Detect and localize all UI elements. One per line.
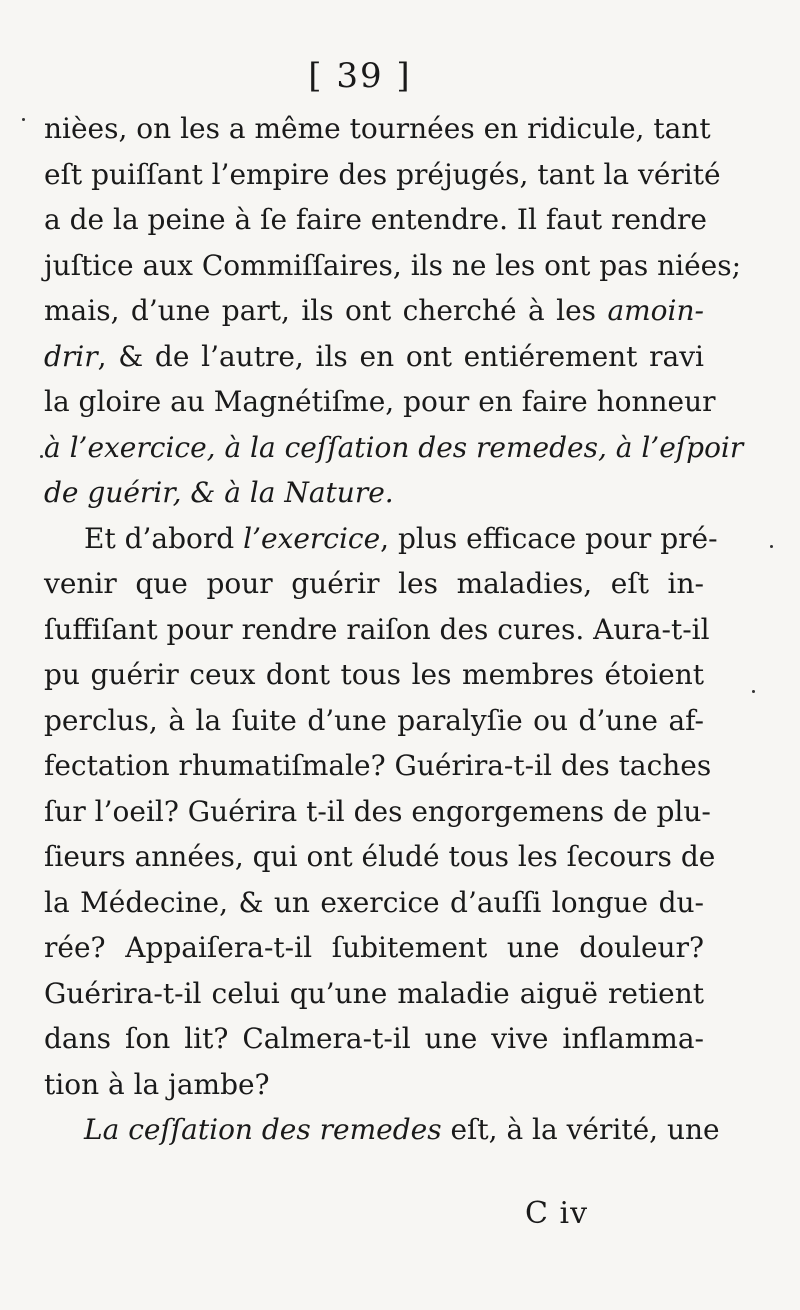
text-line xyxy=(44,834,716,880)
text-segment: , plus efficace pour pré- xyxy=(380,521,718,555)
text-segment: à l’exercice, à la ceſſation des remedes, à l’eſpoir xyxy=(44,430,744,464)
text-line xyxy=(44,1107,720,1153)
text-segment: amoin- xyxy=(607,294,704,327)
page-number: [ 39 ] xyxy=(308,56,412,96)
text-line xyxy=(44,425,744,471)
text-segment: juſtice aux Commiſſaires, ils ne les ont pas niées; xyxy=(44,248,742,282)
ink-speck xyxy=(770,545,773,548)
text-segment: eſt puiſſant l’empire des préjugés, tant la vérité xyxy=(44,157,721,191)
text-segment: la Médecine, & un exercice d’auſſi longue du- xyxy=(44,885,704,919)
text-line xyxy=(44,652,704,698)
text-segment: , & de l’autre, ils en ont entiérement ravi xyxy=(97,339,704,373)
text-line xyxy=(44,607,710,653)
text-line xyxy=(44,516,718,562)
text-line xyxy=(44,334,704,380)
text-segment: a de la peine à ſe faire entendre. Il faut rendre xyxy=(44,203,707,236)
text-segment: la gloire au Magnétiſme, pour en faire honneur xyxy=(44,385,716,418)
text-line xyxy=(44,698,704,744)
text-segment: Et d’abord xyxy=(84,521,244,555)
signature-mark: C iv xyxy=(525,1196,589,1231)
text-line xyxy=(44,152,721,198)
text-segment: La ceſſation des remedes xyxy=(84,1113,442,1146)
text-line xyxy=(44,470,704,516)
text-segment: tion à la jambe? xyxy=(44,1067,270,1101)
text-segment: nièes, on les a même tournées en ridicule, tant xyxy=(44,112,711,145)
text-line xyxy=(44,197,707,243)
text-segment: drir xyxy=(44,339,98,373)
text-line xyxy=(44,379,716,425)
text-segment: rée? Appaiſera-t-il ſubitement une douleur? xyxy=(44,931,704,964)
text-line xyxy=(44,1062,704,1108)
text-segment: Guérira-t-il celui qu’une maladie aiguë retient xyxy=(44,976,704,1010)
text-line xyxy=(44,561,704,607)
ink-speck xyxy=(40,455,43,458)
text-line xyxy=(44,243,742,289)
text-segment: ſur l’oeil? Guérira t-il des engorgemens de plu- xyxy=(44,794,711,828)
text-line xyxy=(44,880,704,926)
text-segment: l’exercice xyxy=(243,521,381,555)
text-segment: perclus, à la ſuite d’une paralyſie ou d’une af- xyxy=(44,703,704,737)
text-segment: ſieurs années, qui ont éludé tous les ſecours de xyxy=(44,840,716,873)
body-text xyxy=(44,106,744,1153)
text-segment: pu guérir ceux dont tous les membres étoient xyxy=(44,658,704,691)
text-segment: venir que pour guérir les maladies, eſt in- xyxy=(44,567,704,600)
text-line xyxy=(44,789,711,835)
text-segment: dans ſon lit? Calmera-t-il une vive inflamma- xyxy=(44,1022,704,1055)
text-segment: mais, d’une part, ils ont cherché à les xyxy=(44,294,608,327)
text-line xyxy=(44,971,704,1017)
text-segment: de guérir, & à la Nature. xyxy=(44,476,394,509)
ink-speck xyxy=(752,690,755,693)
text-segment: eſt, à la vérité, une xyxy=(441,1113,720,1146)
text-segment: fectation rhumatiſmale? Guérira-t-il des taches xyxy=(44,749,712,782)
ink-speck xyxy=(22,118,25,121)
text-line xyxy=(44,288,704,334)
text-line xyxy=(44,1016,704,1062)
text-line xyxy=(44,743,712,789)
text-line xyxy=(44,106,711,152)
text-line xyxy=(44,925,704,971)
text-segment: ſuffiſant pour rendre raiſon des cures. Aura-t-il xyxy=(44,612,710,646)
